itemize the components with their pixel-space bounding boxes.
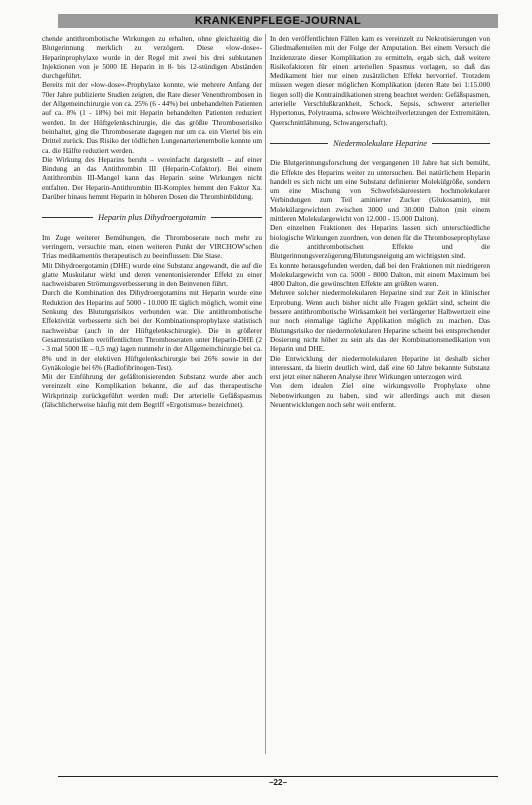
journal-header-bar <box>58 14 498 28</box>
paragraph: chende antithrombotische Wirkungen zu erhalten, ohne gleichzeitig die Blutgerinnung merklich zu verzögern. Diese »low-dose«-Heparinprophylaxe wurde in der Regel mit zwei bis drei subkutanen Injektionen von je 5000 IE Heparin in 8- bis 12-stündigen Abständen durchgeführt. <box>42 34 262 81</box>
section-heading <box>42 213 262 222</box>
paragraph: Die Blutgerinnungsforschung der vergangenen 10 Jahre hat sich bemüht, die Effekte des Heparins weiter zu untersuchen. Bei natürlichem Heparin handelt es sich nicht um eine Substanz definierter Molekülgröße, sondern um eine Mischung von Schwefelsäureestern hochmolekularer Verbindungen zum Teil aminierter Zucker (Glukosamin), mit Molekülargewichten zwischen 3000 und 30.000 Dalton (mit einem mittleren Molekulargewicht von 12.000 - 15.000 Dalton). <box>270 158 490 224</box>
left-column <box>42 34 262 409</box>
section-title: Niedermolekulare Heparine <box>333 138 427 148</box>
page-footer <box>58 776 498 787</box>
section-rule-left <box>270 143 328 144</box>
section-rule-right <box>211 217 262 218</box>
journal-title: KRANKENPFLEGE-JOURNAL <box>194 15 362 27</box>
paragraph: Es konnte herausgefunden werden, daß bei den Fraktionen mit niedrigeren Molekulargewicht von ca. 5000 - 8000 Dalton, mit einem Maximum bei 4800 Dalton, die gewünschten Effekte am größten waren. <box>270 260 490 289</box>
right-column <box>270 34 490 409</box>
section-rule-left <box>42 217 93 218</box>
paragraph: Die Wirkung des Heparins beruht – vereinfacht dargestellt – auf einer Bindung an das Antithrombin III (Heparin-Cofaktor). Bei einem Antithrombin III-Mangel kann das Heparin seine Wirkungen nicht entfalten. Der Heparin-Antithrombin III-Komplex hemmt den Faktor Xa. Darüber hinaus hemmt Heparin in höheren Dosen die Thrombinbildung. <box>42 154 262 202</box>
paragraph: Die Entwicklung der niedermolekularen Heparine ist deshalb sicher interessant, da hierin deutlich wird, daß eine 60 Jahre bekannte Substanz erst jetzt einer näheren Analyse ihrer Wirkungen unterzogen wird. <box>270 353 490 382</box>
paragraph: Von dem idealen Ziel eine wirkungsvolle Prophylaxe ohne Nebenwirkungen zu haben, sind wir allerdings auch mit diesen Neuentwicklungen noch sehr weit entfernt. <box>270 381 490 409</box>
column-divider <box>265 34 266 754</box>
paragraph: Im Zuge weiterer Bemühungen, die Thromboserate noch mehr zu verringern, versuchte man, einen weiteren Punkt der VIRCHOW'schen Trias medikamentös therapeutisch zu beeinflussen: Die Stase. <box>42 232 262 261</box>
paragraph: In den veröffentlichten Fällen kam es vereinzelt zu Nekrotisierungen von Gliedmaßenteilen mit der Folge der Amputation. Bei einem Versuch die Inzidenzrate dieser Komplikation zu ermitteln, ergab sich, daß weitere Risikofaktoren für einen arteriellen Spasmus vorlagen, so daß das Medikament hier nur einen zusätzlichen Effekt hervorrief. Trotzdem müssen wegen dieser möglichen Komplikation (deren Rate bei 1:15.000 liegen soll) die Kontraindikationen streng beachtet werden: Gefäßspasmen, arterielle Verschlußkrankheit, Schock, Sepsis, schwerer arterieller Hypertonus, Polytrauma, schwere Weichteilverletzungen der Extremitäten, Querschnittlähmung, Schwangerschaft). <box>270 34 490 127</box>
paragraph: Bereits mit der »low-dose«-Prophylaxe konnte, wie mehrere Anfang der 70er Jahre publizierte Studien zeigten, die Rate dieser Venenthrombosen in der Allgemeinchirurgie von ca. 25% (6 - 44%) bei unbehandelten Patienten auf ca. 8% (1 - 18%) bei mit Heparin behandelten Patienten reduziert werden. In der Hüftgelenkschirurgie, die das größte Thromboserisiko beinhaltet, ging die Thromboserate dagegen nur um ca. ein Viertel bis ein Drittel zurück. Das Risiko der tödlichen Lungenarterienembolie konnte um ca. die Hälfte reduziert werden. <box>42 80 262 155</box>
section-title: Heparin plus Dihydroergotamin <box>98 213 206 223</box>
paragraph: Mit der Einführung der gefäßtonisierenden Substanz wurde aber auch vereinzelt eine Komplikation bekannt, die auf das therapeutische Wirkprinzip zurückgeführt werden muß: Der arterielle Gefäßspasmus (fälschlicherweise häufig mit dem Begriff »Ergotismus« bezeichnet). <box>42 372 262 409</box>
section-rule-right <box>432 143 490 144</box>
section-heading <box>270 139 490 148</box>
page-number: –22– <box>269 778 287 787</box>
paragraph: Mehrere solcher niedermolekularen Heparine sind zur Zeit in klinischer Erprobung. Wenn auch bisher nicht alle Fragen geklärt sind, scheint die bessere antithrombotische Wirksamkeit bei verlängerter Halbwertzeit eine nur noch einmalige tägliche Applikation möglich zu machen. Das Blutungsrisiko der niedermolekularen Heparine scheint bei entsprechender Dosierung nicht höher zu sein als das der Kombinationsmedikation von Heparin und DHE. <box>270 288 490 354</box>
paragraph: Durch die Kombination des Dihydroergotamins mit Heparin wurde eine Reduktion des Heparins auf 5000 - 10.000 IE täglich möglich, womit eine Senkung des Blutungsrisikos verbunden war. Die antithrombotische Effektivität verbesserte sich bei der Kombinationsprophylaxe statistisch nachweisbar (auch in der Hüftgelenkschirurgie). Die in größerer Gesamtstatistiken veröffentlichten Thromboseraten unter Heparin-DHE (2 - 3 mal 5000 IE – 0,5 mg) lagen nunmehr in der Allgemeinchirurgie bei ca. 8% und in der elektiven Hüftgelenkschirurgie bei 26% sowie in der Gynäkologie bei 6% (Radiofibrinogen-Test). <box>42 288 262 372</box>
paragraph: Den einzelnen Fraktionen des Heparins lassen sich unterschiedliche biologische Wirkungen zuordnen, von denen für die Thromboseprophylaxe die antithrombotischen Effekte und die Blutgerinnungsverzögerung/Blutungsneigung am wichtigsten sind. <box>270 223 490 261</box>
paragraph: Mit Dihydroergotamin (DHE) wurde eine Substanz angewandt, die auf die glatte Muskulatur wirkt und deren venentonisierender Effekt zu einer nachweisbaren Strömungsverbesserung in den Beinvenen führt. <box>42 260 262 289</box>
